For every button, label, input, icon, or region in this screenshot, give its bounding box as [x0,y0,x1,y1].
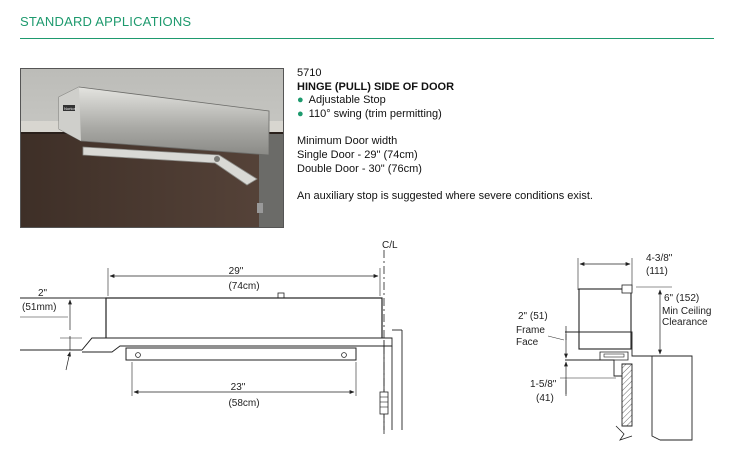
auxiliary-stop-note: An auxiliary stop is suggested where severe conditions exist. [297,190,593,203]
overall-width-in: 29" [228,266,244,277]
closer-body [106,298,382,340]
ceiling-clearance-label-2: Clearance [662,317,708,328]
double-door-spec: Double Door - 30" (76cm) [297,162,422,175]
single-door-spec: Single Door - 29" (74cm) [297,148,418,161]
hinge [380,392,388,414]
ceiling-clearance-value: 6" (152) [664,293,700,304]
closer-side-body [579,289,631,349]
feature-list [297,94,737,121]
depth-mm: (111) [646,266,668,277]
arm-offset-in: 1-5/8" [530,379,557,390]
product-title: HINGE (PULL) SIDE OF DOOR [297,80,455,93]
door-section [622,364,632,426]
product-photo [20,68,284,228]
feature-item: ● Adjustable Stop [297,94,386,107]
door-closer-photo-image [21,69,283,227]
arm-track [126,348,356,360]
side-elevation [548,258,692,440]
feature-item: ● 110° swing (trim permitting) [297,107,442,120]
frame-face-value: 2" (51) [518,311,548,322]
arm-length-cm: (58cm) [228,398,260,409]
bullet-icon: ● [297,107,304,120]
ceiling-clearance-label: Min Ceiling [662,306,712,317]
centerline-label: C/L [382,240,398,251]
overall-width-cm: (74cm) [228,281,260,292]
height-in: 2" [38,288,48,299]
height-mm: (51mm) [22,302,57,313]
arm-offset-mm: (41) [536,393,554,404]
depth-in: 4-3/8" [646,253,673,264]
min-width-label: Minimum Door width [297,135,398,148]
technical-drawing [0,236,744,452]
bullet-icon: ● [297,94,304,107]
section-divider [20,38,714,39]
product-info [297,67,737,204]
front-elevation [20,250,402,434]
section-title: STANDARD APPLICATIONS [20,14,192,29]
frame-face-label-2: Face [516,337,539,348]
model-number: 5710 [297,67,322,79]
brand-badge: Norton [64,106,77,111]
arm-length-in: 23" [230,382,246,393]
frame-face-label: Frame [516,325,545,336]
